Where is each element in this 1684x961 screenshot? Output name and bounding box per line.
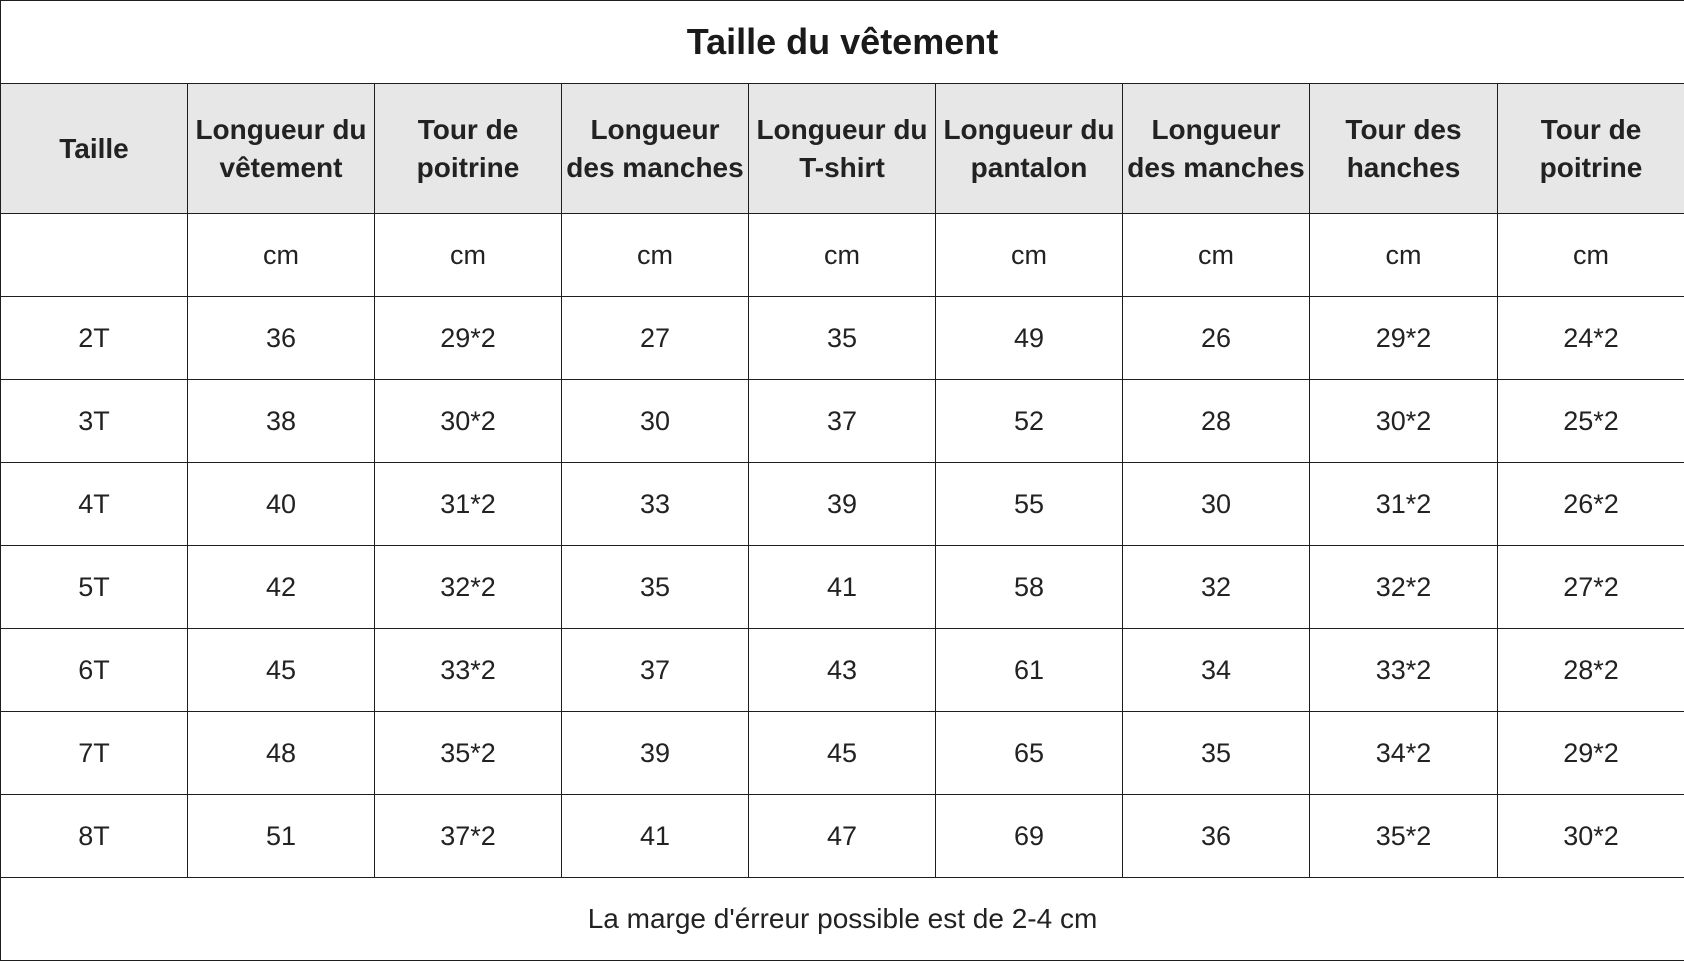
- column-header-line: Tour des: [1345, 113, 1462, 145]
- column-header-line: poitrine: [1539, 151, 1643, 183]
- measurement-cell: 49: [936, 297, 1123, 380]
- size-label-cell: 3T: [1, 380, 188, 463]
- measurement-cell: 27: [562, 297, 749, 380]
- measurement-cell: 39: [749, 463, 936, 546]
- measurement-cell: 69: [936, 795, 1123, 878]
- unit-row: [1, 214, 1684, 297]
- measurement-cell: 33: [562, 463, 749, 546]
- title-row: [1, 1, 1684, 84]
- measurement-cell: 30: [562, 380, 749, 463]
- unit-cell: cm: [562, 214, 749, 297]
- measurement-cell: 28*2: [1498, 629, 1684, 712]
- table-row: [1, 795, 1684, 878]
- table-body: [1, 1, 1684, 961]
- table-row: [1, 629, 1684, 712]
- error-margin-note: La marge d'érreur possible est de 2-4 cm: [1, 878, 1684, 961]
- unit-cell: cm: [1310, 214, 1498, 297]
- measurement-cell: 35: [562, 546, 749, 629]
- measurement-cell: 38: [188, 380, 375, 463]
- column-header: [188, 84, 375, 214]
- unit-cell: [1, 214, 188, 297]
- column-header: [375, 84, 562, 214]
- measurement-cell: 29*2: [1498, 712, 1684, 795]
- measurement-cell: 41: [562, 795, 749, 878]
- column-header: [562, 84, 749, 214]
- size-label-cell: 7T: [1, 712, 188, 795]
- column-header-line: vêtement: [219, 151, 343, 183]
- measurement-cell: 35: [749, 297, 936, 380]
- table-title: Taille du vêtement: [1, 1, 1684, 84]
- column-header-line: T-shirt: [799, 151, 885, 183]
- measurement-cell: 24*2: [1498, 297, 1684, 380]
- table-row: [1, 712, 1684, 795]
- measurement-cell: 34*2: [1310, 712, 1498, 795]
- measurement-cell: 43: [749, 629, 936, 712]
- measurement-cell: 30*2: [375, 380, 562, 463]
- column-header: [1498, 84, 1684, 214]
- measurement-cell: 61: [936, 629, 1123, 712]
- size-label-cell: 8T: [1, 795, 188, 878]
- measurement-cell: 36: [1123, 795, 1310, 878]
- column-header-line: Longueur du: [195, 113, 367, 145]
- unit-cell: cm: [375, 214, 562, 297]
- column-header-line: Taille: [59, 132, 129, 164]
- measurement-cell: 48: [188, 712, 375, 795]
- measurement-cell: 37*2: [375, 795, 562, 878]
- column-header-line: Tour de: [1540, 113, 1642, 145]
- table-row: [1, 546, 1684, 629]
- unit-cell: cm: [188, 214, 375, 297]
- unit-cell: cm: [936, 214, 1123, 297]
- measurement-cell: 25*2: [1498, 380, 1684, 463]
- column-header: [1123, 84, 1310, 214]
- table-row: [1, 297, 1684, 380]
- column-header-line: Longueur: [1151, 113, 1281, 145]
- measurement-cell: 29*2: [375, 297, 562, 380]
- measurement-cell: 36: [188, 297, 375, 380]
- measurement-cell: 55: [936, 463, 1123, 546]
- measurement-cell: 37: [562, 629, 749, 712]
- measurement-cell: 32*2: [375, 546, 562, 629]
- measurement-cell: 51: [188, 795, 375, 878]
- column-header: [749, 84, 936, 214]
- column-header: [1310, 84, 1498, 214]
- unit-cell: cm: [749, 214, 936, 297]
- measurement-cell: 39: [562, 712, 749, 795]
- measurement-cell: 40: [188, 463, 375, 546]
- measurement-cell: 47: [749, 795, 936, 878]
- measurement-cell: 26: [1123, 297, 1310, 380]
- column-header-line: des manches: [1127, 151, 1305, 183]
- column-header-line: Longueur du: [756, 113, 928, 145]
- measurement-cell: 35*2: [375, 712, 562, 795]
- column-header-line: Tour de: [417, 113, 519, 145]
- measurement-cell: 28: [1123, 380, 1310, 463]
- column-header: [936, 84, 1123, 214]
- size-label-cell: 4T: [1, 463, 188, 546]
- header-row: [1, 84, 1684, 214]
- measurement-cell: 33*2: [375, 629, 562, 712]
- unit-cell: cm: [1123, 214, 1310, 297]
- measurement-cell: 26*2: [1498, 463, 1684, 546]
- measurement-cell: 34: [1123, 629, 1310, 712]
- column-header-line: Longueur du: [943, 113, 1115, 145]
- column-header-line: hanches: [1346, 151, 1461, 183]
- measurement-cell: 27*2: [1498, 546, 1684, 629]
- measurement-cell: 35*2: [1310, 795, 1498, 878]
- column-header-line: poitrine: [416, 151, 520, 183]
- measurement-cell: 29*2: [1310, 297, 1498, 380]
- measurement-cell: 32*2: [1310, 546, 1498, 629]
- measurement-cell: 65: [936, 712, 1123, 795]
- footer-row: [1, 878, 1684, 961]
- column-header: [1, 84, 188, 214]
- measurement-cell: 35: [1123, 712, 1310, 795]
- size-label-cell: 5T: [1, 546, 188, 629]
- measurement-cell: 32: [1123, 546, 1310, 629]
- column-header-line: des manches: [566, 151, 744, 183]
- table-row: [1, 463, 1684, 546]
- size-label-cell: 6T: [1, 629, 188, 712]
- measurement-cell: 31*2: [375, 463, 562, 546]
- measurement-cell: 30*2: [1310, 380, 1498, 463]
- measurement-cell: 58: [936, 546, 1123, 629]
- measurement-cell: 31*2: [1310, 463, 1498, 546]
- measurement-cell: 37: [749, 380, 936, 463]
- table-row: [1, 380, 1684, 463]
- measurement-cell: 30*2: [1498, 795, 1684, 878]
- measurement-cell: 30: [1123, 463, 1310, 546]
- size-label-cell: 2T: [1, 297, 188, 380]
- unit-cell: cm: [1498, 214, 1684, 297]
- measurement-cell: 42: [188, 546, 375, 629]
- measurement-cell: 52: [936, 380, 1123, 463]
- measurement-cell: 45: [188, 629, 375, 712]
- column-header-line: pantalon: [970, 151, 1088, 183]
- measurement-cell: 45: [749, 712, 936, 795]
- column-header-line: Longueur: [590, 113, 720, 145]
- measurement-cell: 41: [749, 546, 936, 629]
- measurement-cell: 33*2: [1310, 629, 1498, 712]
